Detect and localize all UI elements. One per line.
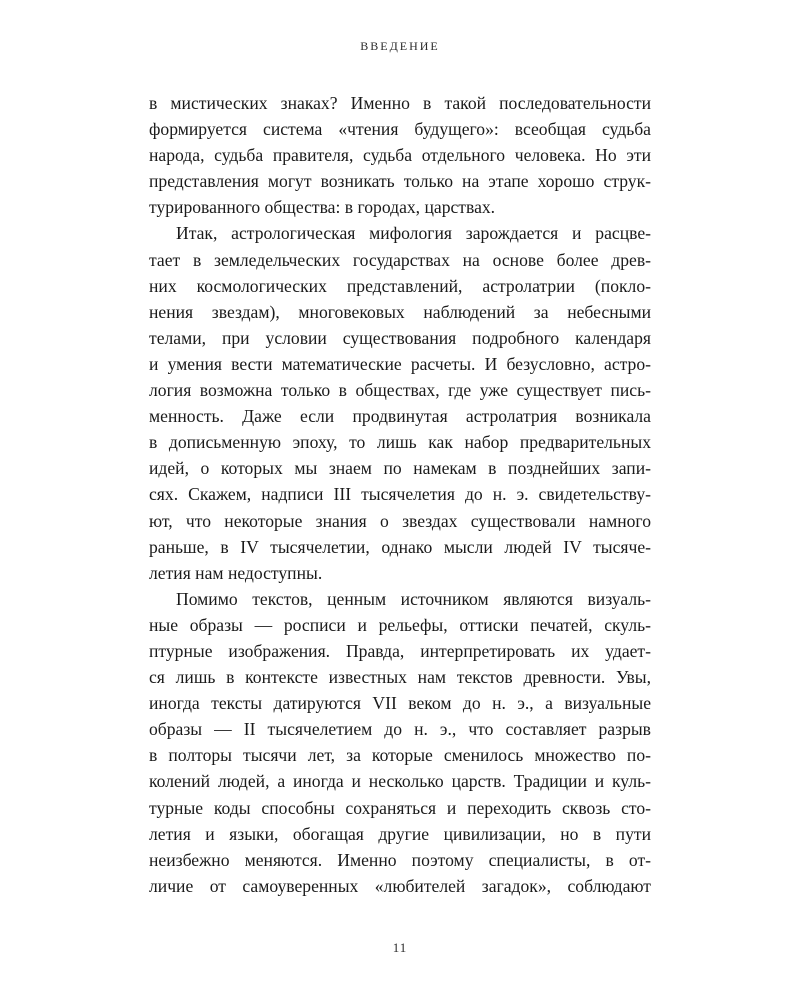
text-line: Итак, астрологическая мифология зарождается и расцве- [176, 223, 651, 244]
text-line: образы — II тысячелетием до н. э., что составляет разрыв [149, 719, 651, 740]
page-number: 11 [392, 940, 408, 955]
text-line: в мистических знаках? Именно в такой последовательности [149, 93, 651, 113]
text-line: птурные изображения. Правда, интерпретировать их удает- [149, 640, 651, 661]
text-line: сях. Скажем, надписи III тысячелетия до н. э. свидетельству- [149, 484, 651, 505]
paragraph-3 [149, 586, 651, 899]
text-line: и умения вести математические расчеты. И безусловно, астро- [149, 353, 651, 374]
text-line: телами, при условии существования подробного календаря [149, 327, 651, 348]
text-line: неизбежно меняются. Именно поэтому специалисты, в от- [149, 849, 651, 870]
running-head: ВВЕДЕНИЕ [360, 39, 440, 53]
text-line: турные коды способны сохраняться и переходить сквозь сто- [149, 797, 651, 818]
text-line: формируется система «чтения будущего»: всеобщая судьба [149, 119, 651, 140]
text-line: ся лишь в контексте известных нам текстов древности. Увы, [149, 667, 651, 688]
text-line: в полторы тысячи лет, за которые сменилось множество по- [149, 745, 651, 766]
text-line: ют, что некоторые знания о звездах существовали намного [149, 510, 651, 531]
text-line: в дописьменную эпоху, то лишь как набор предварительных [149, 432, 651, 453]
text-line: менность. Даже если продвинутая астролатрия возникала [149, 406, 651, 427]
paragraph-2 [149, 220, 651, 585]
paragraph-1 [149, 90, 651, 220]
text-line: колений людей, а иногда и несколько царств. Традиции и куль- [149, 771, 651, 792]
text-line: ные образы — росписи и рельефы, оттиски печатей, скуль- [149, 614, 651, 635]
text-line: личие от самоуверенных «любителей загадок», соблюдают [149, 875, 651, 896]
text-line: иногда тексты датируются VII веком до н. э., а визуальные [149, 693, 651, 714]
text-line: народа, судьба правителя, судьба отдельного человека. Но эти [149, 145, 651, 166]
text-line: идей, о которых мы знаем по намекам в позднейших запи- [149, 458, 651, 479]
text-line: летия и языки, обогащая другие цивилизации, но в пути [149, 823, 651, 844]
text-line: летия нам недоступны. [149, 562, 323, 583]
body-text [149, 90, 651, 899]
text-line: тает в земледельческих государствах на основе более древ- [149, 249, 651, 270]
text-line: Помимо текстов, ценным источником являются визуаль- [176, 588, 651, 609]
text-line: логия возможна только в обществах, где уже существует пись- [149, 380, 651, 401]
text-line: нения звездам), многовековых наблюдений за небесными [149, 301, 651, 322]
text-line: представления могут возникать только на этапе хорошо струк- [149, 171, 651, 192]
text-line: раньше, в IV тысячелетии, однако мысли людей IV тысяче- [149, 536, 651, 557]
text-line: турированного общества: в городах, царствах. [149, 197, 496, 218]
text-line: них космологических представлений, астролатрии (покло- [149, 275, 651, 296]
